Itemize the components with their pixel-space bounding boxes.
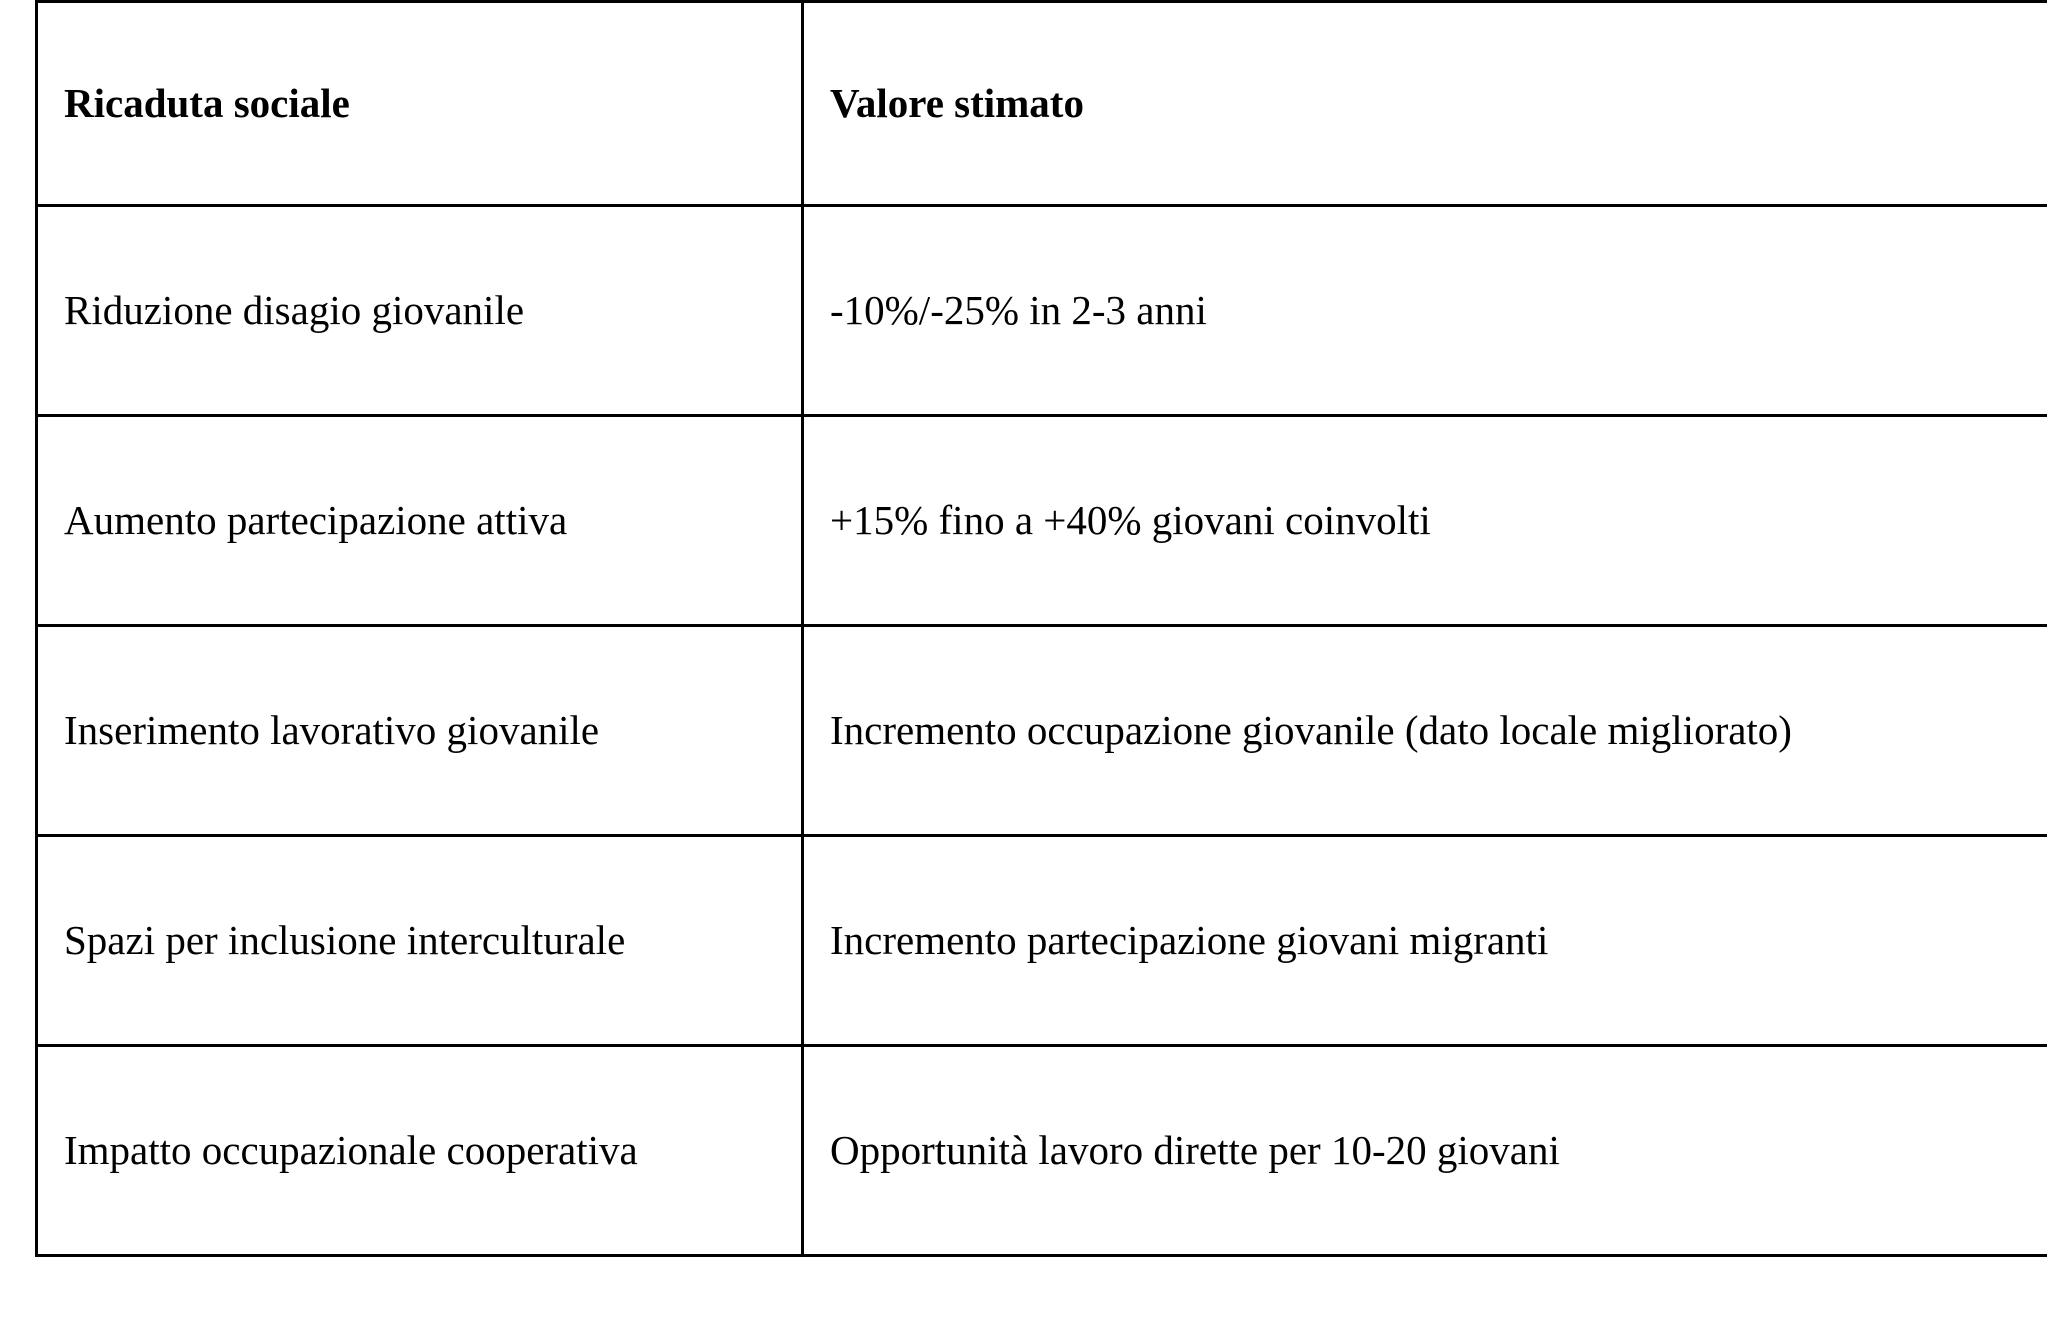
cell-ricaduta: Aumento partecipazione attiva — [37, 416, 803, 626]
cell-valore: Incremento occupazione giovanile (dato locale migliorato) — [803, 626, 2047, 836]
social-impact-table — [35, 0, 2047, 1257]
table-row — [37, 836, 2047, 1046]
table-row — [37, 206, 2047, 416]
table-row — [37, 416, 2047, 626]
header-valore-stimato: Valore stimato — [803, 2, 2047, 206]
table-header-row — [37, 2, 2047, 206]
cell-valore: Opportunità lavoro dirette per 10-20 giovani — [803, 1046, 2047, 1256]
cell-ricaduta: Riduzione disagio giovanile — [37, 206, 803, 416]
cell-ricaduta: Impatto occupazionale cooperativa — [37, 1046, 803, 1256]
table-row — [37, 626, 2047, 836]
cell-valore: -10%/-25% in 2-3 anni — [803, 206, 2047, 416]
social-impact-table-container — [35, 0, 2047, 1257]
cell-valore: +15% fino a +40% giovani coinvolti — [803, 416, 2047, 626]
cell-ricaduta: Inserimento lavorativo giovanile — [37, 626, 803, 836]
cell-valore: Incremento partecipazione giovani migranti — [803, 836, 2047, 1046]
table-row — [37, 1046, 2047, 1256]
header-ricaduta-sociale: Ricaduta sociale — [37, 2, 803, 206]
cell-ricaduta: Spazi per inclusione interculturale — [37, 836, 803, 1046]
